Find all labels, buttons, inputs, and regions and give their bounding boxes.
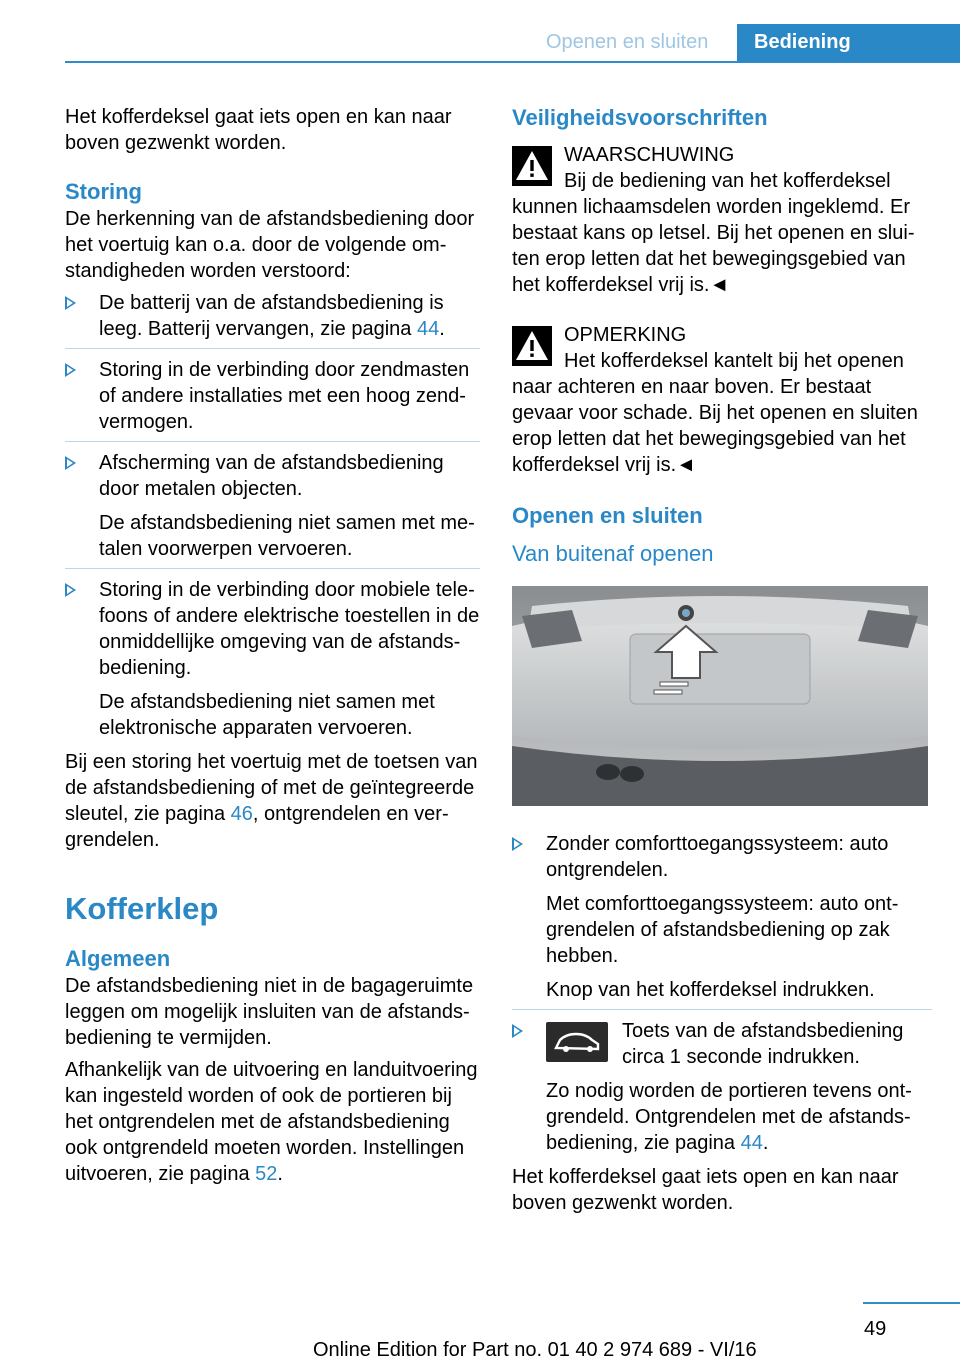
warning-block: [512, 142, 932, 298]
bullet-triangle-icon: [512, 837, 523, 851]
list-item-text: Storing in de verbinding door zendmasten of andere installaties met een hoog zendvermogen.: [99, 359, 470, 433]
list-item-subtext: Knop van het kofferdeksel indrukken.: [546, 979, 875, 1001]
footer-rule: [863, 1302, 960, 1304]
list-item: [512, 1018, 932, 1162]
storing-end-text: [65, 749, 480, 853]
list-item-text: Afscherming van de afstandsbediening door metalen objecten.: [99, 452, 444, 500]
trunk-remote-key-icon: [546, 1022, 608, 1062]
page-link-44[interactable]: 44: [740, 1132, 763, 1154]
list-item-subtext: De afstandsbediening niet samen met elektronische apparaten vervoeren.: [99, 691, 435, 739]
intro-text: Het kofferdeksel gaat iets open en kan naar boven gezwenkt worden.: [65, 106, 452, 154]
storing-list: [65, 290, 480, 747]
text-run: , ontgrendelen en vergrendelen.: [65, 803, 449, 851]
page-link-46[interactable]: 46: [230, 803, 253, 825]
list-item-subtext: Met comforttoegangssysteem: auto ontgrendelen of afstandsbediening op zak hebben.: [546, 893, 899, 967]
header-chapter-label: Bediening: [754, 31, 851, 53]
edition-footer: Online Edition for Part no. 01 40 2 974 689 - VI/16: [313, 1339, 757, 1361]
note-label: OPMERKING: [564, 324, 687, 346]
storing-text: De herkenning van de afstandsbediening door het voertuig kan o.a. door de volgende omstandigheden worden verstoord:: [65, 208, 475, 282]
page-number: 49: [864, 1318, 887, 1340]
bullet-triangle-icon: [65, 456, 76, 470]
list-item: [65, 577, 480, 747]
punctuation: .: [439, 318, 445, 340]
list-item-subtext: [546, 1078, 932, 1156]
warning-text: Bij de bediening van het kofferdeksel kunnen lichaamsdelen worden ingeklemd. Er bestaat kans op letsel. Bij het openen en sluiten erop letten dat het bewegingsgebied van het kofferdeksel vrij is.◄: [512, 170, 915, 296]
list-item: [65, 357, 480, 442]
bullet-triangle-icon: [512, 1024, 523, 1038]
warning-triangle-icon: [512, 326, 552, 366]
list-item: [65, 450, 480, 569]
text-run: Afhankelijk van de uitvoering en landuitvoering kan ingesteld worden of ook de portieren bij het ontgrendelen met de afstandsbediening ook ontgrendeld moeten worden. Instellingen uitvoeren, zie pagina: [65, 1059, 478, 1185]
algemeen-heading: Algemeen: [65, 946, 171, 971]
left-column: [65, 104, 480, 1193]
page-link-44[interactable]: 44: [416, 318, 440, 340]
right-column: [512, 104, 932, 1222]
text-run: .: [277, 1163, 283, 1185]
trunk-illustration-image: [512, 586, 928, 806]
open-close-heading: Openen en sluiten: [512, 503, 703, 528]
warning-label: WAARSCHUWING: [564, 144, 735, 166]
page-link-52[interactable]: 52: [255, 1163, 278, 1185]
bullet-triangle-icon: [65, 583, 76, 597]
bullet-triangle-icon: [65, 296, 76, 310]
algemeen-text-2: [65, 1057, 480, 1187]
list-item: [65, 290, 480, 349]
list-item-text: Storing in de verbinding door mobiele telefoons of andere elektrische toestellen in de onmiddellijke omgeving van de afstandsbediening.: [99, 579, 480, 679]
header-section-title: Openen en sluiten: [546, 31, 709, 53]
warning-triangle-icon: [512, 146, 552, 186]
text-run: .: [762, 1132, 769, 1154]
list-item-text: De batterij van de afstandsbediening is leeg. Batterij vervangen, zie pagina: [99, 292, 444, 340]
algemeen-text-1: De afstandsbediening niet in de bagageruimte leggen om mogelijk insluiten van de afstandsbediening te vermijden.: [65, 975, 474, 1049]
closing-text: Het kofferdeksel gaat iets open en kan naar boven gezwenkt worden.: [512, 1166, 899, 1214]
list-item-text: Zonder comforttoegangssysteem: auto ontgrendelen.: [546, 833, 889, 881]
text-run: Zo nodig worden de portieren tevens ontgrendeld. Ontgrendelen met de afstandsbediening, zie pagina: [546, 1080, 912, 1154]
kofferklep-heading: Kofferklep: [65, 891, 219, 926]
text-run: Bij een storing het voertuig met de toetsen van de afstandsbediening of met de geïntegreerde sleutel, zie pagina: [65, 751, 478, 825]
note-block: [512, 322, 932, 478]
note-text: Het kofferdeksel kantelt bij het openen naar achteren en naar boven. Er bestaat gevaar voor schade. Bij het openen en sluiten erop letten dat het bewegingsgebied van het kofferdeksel vrij is.◄: [512, 350, 918, 476]
safety-heading: Veiligheidsvoorschriften: [512, 105, 768, 130]
bullet-triangle-icon: [65, 363, 76, 377]
open-steps-list: [512, 831, 932, 1162]
list-item: [512, 831, 932, 1010]
storing-heading: Storing: [65, 179, 142, 204]
list-item-subtext: De afstandsbediening niet samen met metalen voorwerpen vervoeren.: [99, 512, 475, 560]
outside-open-heading: Van buitenaf openen: [512, 541, 714, 566]
list-item-text: Toets van de afstandsbediening circa 1 seconde indrukken.: [622, 1020, 904, 1068]
header-chapter-tab: [737, 24, 960, 62]
